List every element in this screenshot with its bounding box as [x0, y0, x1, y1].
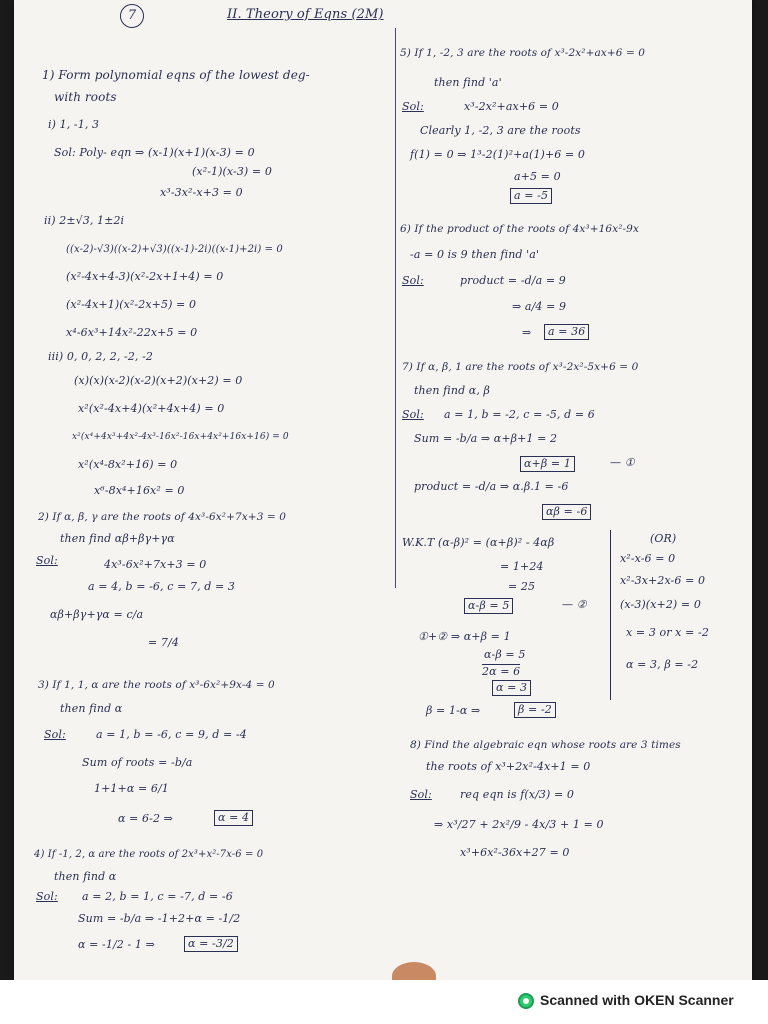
q3-answer-box: α = 4 — [214, 810, 253, 826]
q1-iii-step1: (x)(x)(x-2)(x-2)(x+2)(x+2) = 0 — [74, 374, 243, 387]
q5-step1: x³-2x²+ax+6 = 0 — [464, 100, 559, 113]
q5-answer-box: a = -5 — [510, 188, 552, 204]
q7-step4: = 1+24 — [500, 560, 544, 573]
q7-eq2-label: — ② — [562, 598, 587, 611]
q7-product-box: αβ = -6 — [542, 504, 591, 520]
q3-sol-label: Sol: — [44, 728, 66, 741]
q1-part-ii: ii) 2±√3, 1±2i — [44, 214, 125, 227]
q3-step4: α = 6-2 ⇒ — [118, 812, 173, 825]
q7-sol-label: Sol: — [402, 408, 424, 421]
q6-answer-box: a = 36 — [544, 324, 589, 340]
q1-part-i: i) 1, -1, 3 — [48, 118, 100, 131]
q2-step3: αβ+βγ+γα = c/a — [50, 608, 144, 621]
q7-beta-box: β = -2 — [514, 702, 556, 718]
q8-sol-label: Sol: — [410, 788, 432, 801]
q1-i-step1: Sol: Poly- eqn ⇒ (x-1)(x+1)(x-3) = 0 — [54, 146, 255, 159]
q7-step5: = 25 — [508, 580, 536, 593]
page-title: II. Theory of Eqns (2M) — [227, 7, 384, 22]
q7-step1: a = 1, b = -2, c = -5, d = 6 — [444, 408, 595, 421]
q5-heading-cont: then find 'a' — [434, 76, 502, 89]
q5-sol-label: Sol: — [402, 100, 424, 113]
q1-ii-answer: x⁴-6x³+14x²-22x+5 = 0 — [66, 326, 198, 339]
q1-heading-cont: with roots — [54, 90, 117, 104]
q4-step2: Sum = -b/a ⇒ -1+2+α = -1/2 — [78, 912, 241, 925]
q4-sol-label: Sol: — [36, 890, 58, 903]
q1-iii-answer: x⁶-8x⁴+16x² = 0 — [94, 484, 185, 497]
q1-part-iii: iii) 0, 0, 2, 2, -2, -2 — [48, 350, 154, 363]
q7-alt-step4: x = 3 or x = -2 — [626, 626, 709, 639]
q2-heading-cont: then find αβ+βγ+γα — [60, 532, 175, 545]
scanner-footer — [0, 980, 768, 1024]
q6-heading: 6) If the product of the roots of 4x³+16x²-9x — [400, 223, 639, 235]
q2-heading: 2) If α, β, γ are the roots of 4x³-6x²+7x+3 = 0 — [38, 511, 287, 523]
q1-heading: 1) Form polynomial eqns of the lowest deg- — [42, 68, 310, 82]
q6-step2: ⇒ a/4 = 9 — [512, 300, 567, 313]
q1-ii-step2: (x²-4x+4-3)(x²-2x+1+4) = 0 — [66, 270, 224, 283]
q6-sol-label: Sol: — [402, 274, 424, 287]
q1-iii-step3: x²(x⁴+4x³+4x²-4x³-16x²-16x+4x²+16x+16) = 0 — [72, 432, 289, 442]
q4-answer-box: α = -3/2 — [184, 936, 238, 952]
q7-step3: product = -d/a ⇒ α.β.1 = -6 — [414, 480, 569, 493]
q8-step1: req eqn is f(x/3) = 0 — [460, 788, 574, 801]
q7-alt-step2: x²-3x+2x-6 = 0 — [620, 574, 706, 587]
q7-alt-divider — [610, 530, 611, 700]
q7-eq1-label: — ① — [610, 456, 635, 469]
q5-heading: 5) If 1, -2, 3 are the roots of x³-2x²+ax+6 = 0 — [400, 47, 646, 59]
page-number: 7 — [120, 4, 144, 28]
scanned-page — [14, 0, 752, 980]
q4-step3: α = -1/2 - 1 ⇒ — [78, 938, 155, 951]
q2-sol-label: Sol: — [36, 554, 58, 567]
q4-step1: a = 2, b = 1, c = -7, d = -6 — [82, 890, 233, 903]
q2-step2: a = 4, b = -6, c = 7, d = 3 — [88, 580, 236, 593]
q8-heading: 8) Find the algebraic eqn whose roots are 3 times — [410, 739, 681, 751]
q7-alt-step1: x²-x-6 = 0 — [620, 552, 676, 565]
q7-alt-or: (OR) — [650, 532, 677, 545]
q7-step2: Sum = -b/a ⇒ α+β+1 = 2 — [414, 432, 558, 445]
q7-alt-step3: (x-3)(x+2) = 0 — [620, 598, 701, 611]
q1-ii-step1: ((x-2)-√3)((x-2)+√3)((x-1)-2i)((x-1)+2i) = 0 — [66, 244, 283, 255]
q5-step3: f(1) = 0 ⇒ 1³-2(1)²+a(1)+6 = 0 — [410, 148, 585, 161]
q1-i-answer: x³-3x²-x+3 = 0 — [160, 186, 243, 199]
q3-step1: a = 1, b = -6, c = 9, d = -4 — [96, 728, 247, 741]
q8-step2: ⇒ x³/27 + 2x²/9 - 4x/3 + 1 = 0 — [434, 818, 604, 831]
q7-add-step2: α-β = 5 — [484, 648, 526, 661]
q7-heading-cont: then find α, β — [414, 384, 490, 397]
oken-scanner-logo-icon — [518, 993, 534, 1009]
q5-step4: a+5 = 0 — [514, 170, 561, 183]
q7-heading: 7) If α, β, 1 are the roots of x³-2x²-5x+6 = 0 — [402, 361, 639, 373]
q1-i-step2: (x²-1)(x-3) = 0 — [192, 165, 272, 178]
page-number-circle — [120, 4, 144, 28]
q3-step2: Sum of roots = -b/a — [82, 756, 193, 769]
q4-heading-cont: then find α — [54, 870, 117, 883]
q1-iii-step2: x²(x²-4x+4)(x²+4x+4) = 0 — [78, 402, 225, 415]
q7-alpha-box: α = 3 — [492, 680, 531, 696]
q6-step3: ⇒ — [522, 326, 532, 339]
q7-eq1-box: α+β = 1 — [520, 456, 575, 472]
q2-step1: 4x³-6x²+7x+3 = 0 — [104, 558, 207, 571]
q3-heading: 3) If 1, 1, α are the roots of x³-6x²+9x-4 = 0 — [38, 679, 275, 691]
scanner-watermark-text: Scanned with OKEN Scanner — [540, 992, 734, 1008]
q6-step1: product = -d/a = 9 — [460, 274, 566, 287]
q6-heading-cont: -a = 0 is 9 then find 'a' — [410, 248, 540, 261]
q7-add-step: ①+② ⇒ α+β = 1 — [418, 630, 511, 643]
q7-wkt: W.K.T (α-β)² = (α+β)² - 4αβ — [402, 536, 555, 549]
q5-step2: Clearly 1, -2, 3 are the roots — [420, 124, 581, 137]
q7-add-result: 2α = 6 — [482, 665, 521, 678]
q7-beta-step: β = 1-α ⇒ — [426, 704, 481, 717]
q3-step3: 1+1+α = 6/1 — [94, 782, 169, 795]
q4-heading: 4) If -1, 2, α are the roots of 2x³+x²-7x-6 = 0 — [34, 849, 264, 860]
q8-answer: x³+6x²-36x+27 = 0 — [460, 846, 570, 859]
q7-eq2-box: α-β = 5 — [464, 598, 513, 614]
q1-iii-step4: x²(x⁴-8x²+16) = 0 — [78, 458, 178, 471]
q2-answer: = 7/4 — [148, 636, 179, 649]
q8-heading-cont: the roots of x³+2x²-4x+1 = 0 — [426, 760, 591, 773]
column-divider — [395, 28, 396, 588]
q1-ii-step3: (x²-4x+1)(x²-2x+5) = 0 — [66, 298, 197, 311]
q3-heading-cont: then find α — [60, 702, 123, 715]
q7-alt-answer: α = 3, β = -2 — [626, 658, 699, 671]
